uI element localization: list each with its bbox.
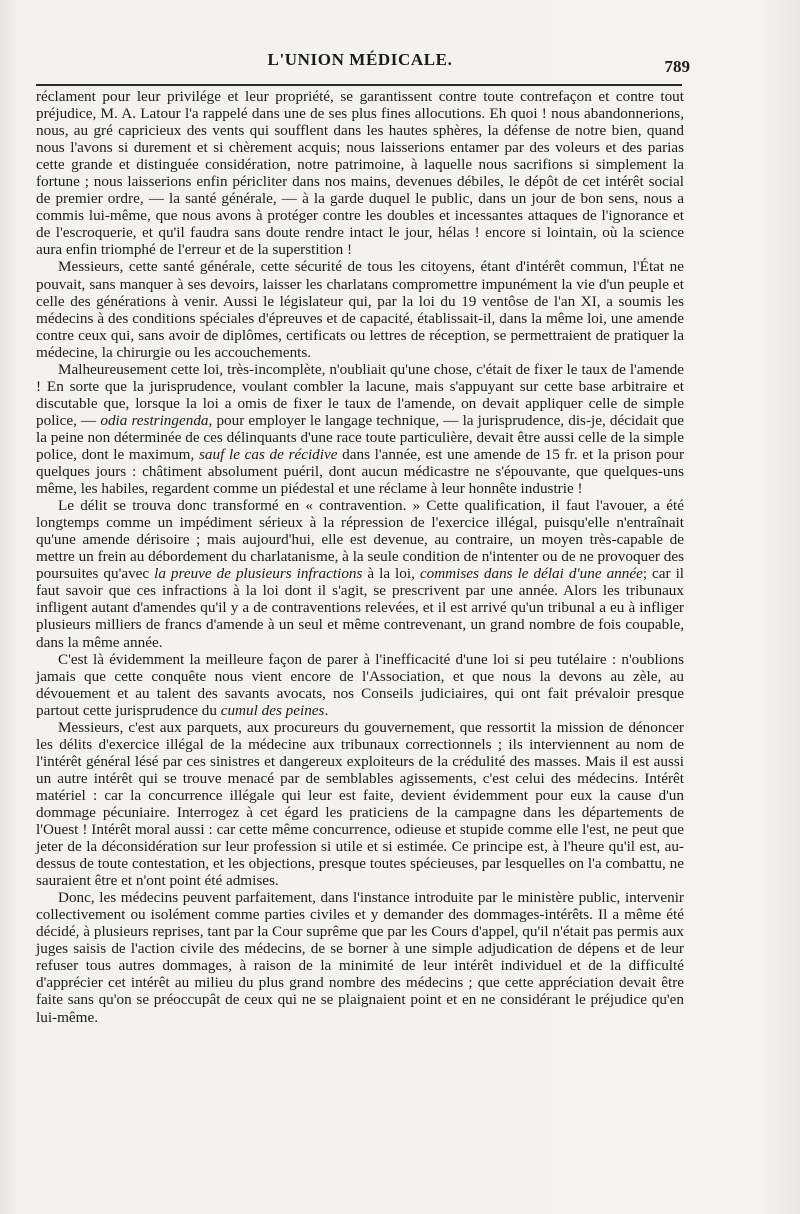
text-run: pour employer le langage technique, — la jurisprudence, dis-je, décidait que la peine non déterminée de ces délinquants d'une race toute particulière, devait être aussi celle de la simple police, dont le maximum, [36,411,685,463]
italic-text: commises dans le délai d'une année [419,565,643,583]
text-run: Malheureusement cette loi, très-incomplète, n'oubliait qu'une chose, c'était de fixer le taux de l'amende ! En sorte que la jurisprudence, voulant combler la lacune, mais s'appuyant sur cette base arbitraire et discutable que, lorsque la loi a omis de fixer le taux de l'amende, on devait appliquer celle de simple police, — [36,360,684,429]
text-run: Le délit se trouva donc transformé en « contravention. » Cette qualification, il faut l'avouer, a été longtemps comme un impédiment sérieux à la répression de l'exercice illégal, puisqu'elle n'entraînait qu'une amende dérisoire ; mais aujourd'hui, elle est devenue, au contraire, un moyen très-capable de mettre un frein au débordement du charlatanisme, à la seule condition de n'intenter ou de ne provoquer des poursuites qu'avec [36,497,684,583]
paragraph [36,719,684,889]
page-number: 789 [664,57,690,76]
paragraph [36,497,684,650]
page-header [36,50,690,84]
running-title: L'UNION MÉDICALE. [267,50,453,69]
paragraph [36,361,684,497]
italic-text: cumul des peines [220,701,325,719]
paragraph [36,889,684,1025]
text-run: Messieurs, c'est aux parquets, aux procureurs du gouvernement, que ressortit la mission de dénoncer les délits d'exercice illégal de la médecine aux tribunaux correctionnels ; ils interviennent au nom de l'intérêt général lésé par ces sinistres et dangereux exploiteurs de la crédulité des masses. Mais il est aussi un autre intérêt qui se trouve menacé par de semblables agissements, c'est celui des médecins. Intérêt matériel : car la concurrence illégale qui leur est faite, devient évidemment pour eux la cause d'un dommage pécuniaire. Interrogez à cet égard les praticiens de la campagne dans les départements de l'Ouest ! Intérêt moral aussi : car cette même concurrence, odieuse et stupide comme elle l'est, ne peut que jeter de la déconsidération sur leur profession si utile et si estimée. Ce principe est, à l'heure qu'il est, au-dessus de toute contestation, et les objections, presque toutes spécieuses, par lesquelles on l'a combattu, ne sauraient être et n'ont point été admises. [36,718,684,890]
italic-text: la preuve de plusieurs infractions [154,565,363,583]
italic-text: odia restringenda, [100,411,213,429]
text-run: à la loi, [362,565,420,583]
text-run: réclament pour leur privilége et leur propriété, se garantissent contre toute contrefaçon et contre tout préjudice, M. A. Latour l'a rappelé dans une de ses plus fines allocutions. Eh quoi ! nous abandonnerions, nous, au gré capricieux des vents qui soufflent dans les hautes sphères, la défense de notre bien, quand nous l'avons si durement et si chèrement acquis; nous laisserions entamer par des voleurs et des parias cette grande et distinguée considération, notre patrimoine, à laquelle nous sacrifions si simplement la fortune ; nous laisserions enfin péricliter dans nos mains, devenues débiles, le dépôt de cet intérêt social de premier ordre, — la santé générale, — à la garde duquel le public, dans un jour de bon sens, nous a commis lui-même, que nous avons à protéger contre les doubles et incessantes attaques de l'ignorance et de l'escroquerie, et qu'il faudra sans doute rendre intact le jour, hélas ! encore si lointain, où la science aura enfin triomphé de l'erreur et de la superstition ! [36,88,684,259]
text-run: Messieurs, cette santé générale, cette sécurité de tous les citoyens, étant d'intérêt commun, l'État ne pouvait, sans manquer à ses devoirs, laisser les charlatans compromettre impunément la vie d'un peuple et celle des générations à venir. Aussi le législateur qui, par la loi du 19 ventôse de l'an XI, a soumis les médecins à des conditions spéciales d'épreuves et de capacité, établissait-il, dans la même loi, une amende contre ceux qui, sans avoir de diplômes, certificats ou lettres de réception, se permettraient de pratiquer la médecine, la chirurgie ou les accouchements. [36,258,684,361]
text-run: Donc, les médecins peuvent parfaitement, dans l'instance introduite par le ministère public, intervenir collectivement ou isolément comme parties civiles et y demander des dommages-intérêts. Il a même été décidé, à plusieurs reprises, tant par la Cour suprême que par les Cours d'appel, qu'il n'était pas permis aux juges saisis de l'action civile des médecins, de se borner à une simple adjudication de dépens et de leur refuser tous autres dommages, à raison de la minimité de leur intérêt individuel et de la difficulté d'apprécier cet intérêt au milieu du plus grand nombre des médecins ; que cette appréciation devait être faite sans qu'on se préoccupât de ceux qui ne se plaignaient point et en ne considérant le préjudice qu'en lui-même. [36,889,684,1026]
text-run: ; car il faut savoir que ces infractions à la loi dont il s'agit, se prescrivent par une année. Alors les tribunaux infligent autant d'amendes qu'il y a de contraventions relevées, et il est arrivé qu'un tribunal a eu à infliger plusieurs milliers de francs d'amende à un seul et même contrevenant, un grand nombre de fois coupable, dans la même année. [36,565,685,651]
text-run: C'est là évidemment la meilleure façon de parer à l'inefficacité d'une loi si peu tutélaire : n'oublions jamais que cette conquête nous vient encore de l'Association, et que nous la devons au zèle, au dévouement et au talent des savants avocats, nos Conseils judiciaires, qui ont fait prévaloir presque partout cette jurisprudence du [36,650,684,719]
paragraph [36,651,684,719]
paragraph [36,88,684,258]
text-run: . [324,701,329,719]
text-run: dans l'année, est une amende de 15 fr. et la prison pour quelques jours : châtiment absolument puéril, dont aucun médicastre ne s'épouvante, que quelques-uns même, les habiles, regardent comme un piédestal et une réclame à leur honnête industrie ! [36,445,684,498]
italic-text: sauf le cas de récidive [198,445,338,463]
header-rule [36,84,682,86]
article-body [36,88,684,1026]
paragraph [36,258,684,360]
